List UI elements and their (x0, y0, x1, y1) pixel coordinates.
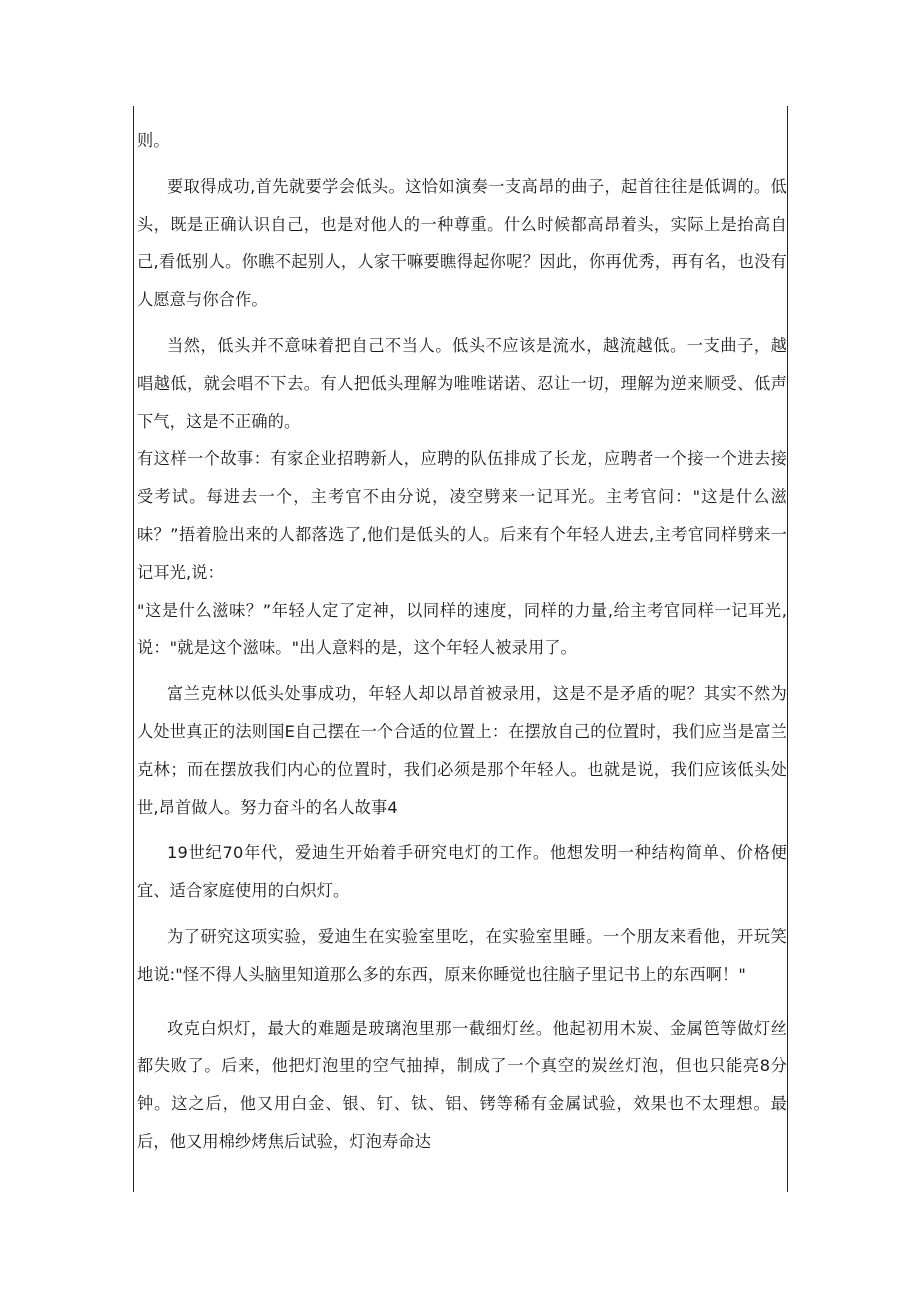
paragraph: 当然，低头并不意味着把自己不当人。低头不应该是流水，越流越低。一支曲子，越唱越低，就会唱不下去。有人把低头理解为唯唯诺诺、忍让一切，理解为逆来顺受、低声下气，这是不正确的。 (137, 335, 787, 431)
paragraph: 要取得成功,首先就要学会低头。这恰如演奏一支高昂的曲子，起首往往是低调的。低头，既是正确认识自己，也是对他人的一种尊重。什么时候都高昂着头，实际上是抬高自己,看低别人。你瞧不起别人，人家干嘛要瞧得起你呢？因此，你再优秀，再有名，也没有人愿意与你合作。 (137, 176, 787, 310)
paragraph: 19世纪70年代，爱迪生开始着手研究电灯的工作。他想发明一种结构简单、价格便宜、适合家庭使用的白炽灯。 (137, 843, 787, 901)
paragraph: 为了研究这项实验，爱迪生在实验室里吃，在实验室里睡。一个朋友来看他，开玩笑地说:"怪不得人头脑里知道那么多的东西，原来你睡觉也往脑子里记书上的东西啊！" (137, 926, 787, 984)
paragraph: 富兰克林以低头处事成功，年轻人却以昂首被录用，这是不是矛盾的呢？其实不然为人处世真正的法则国E自己摆在一个合适的位置上：在摆放自己的位置时，我们应当是富兰克林；而在摆放我们内心的位置时，我们必须是那个年轻人。也就是说，我们应该低头处世,昂首做人。努力奋斗的名人故事4 (137, 684, 787, 817)
paragraph: 攻克白炽灯，最大的难题是玻璃泡里那一截细灯丝。他起初用木炭、金属笆等做灯丝都失败了。后来，他把灯泡里的空气抽掉，制成了一个真空的炭丝灯泡，但也只能亮8分钟。这之后，他又用白金、银、钉、钛、铝、铐等稀有金属试验，效果也不太理想。最后，他又用棉纱烤焦后试验，灯泡寿命达 (137, 1018, 787, 1151)
paragraph: 有这样一个故事：有家企业招聘新人，应聘的队伍排成了长龙，应聘者一个接一个进去接受考试。每进去一个，主考官不由分说，凌空劈来一记耳光。主考官问："这是什么滋味？”捂着脸出来的人都落选了,他们是低头的人。后来有个年轻人进去,主考官同样劈来一记耳光,说： (137, 449, 787, 582)
paragraph: "这是什么滋味？”年轻人定了定神，以同样的速度，同样的力量,给主考官同样一记耳光,说："就是这个滋味。"出人意料的是，这个年轻人被录用了。 (137, 600, 787, 658)
paragraph: 则。 (137, 131, 170, 150)
document-body (137, 122, 787, 1161)
